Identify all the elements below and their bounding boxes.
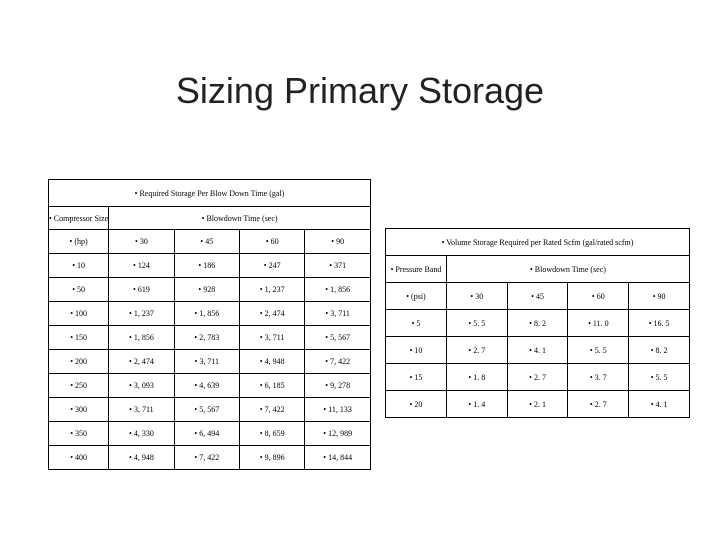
table-row xyxy=(386,310,690,337)
table-cell: • 5 xyxy=(386,310,447,337)
table-header-cell: • (hp) xyxy=(49,230,109,254)
table2-row-header: • Pressure Band xyxy=(386,256,447,283)
table-cell: • 124 xyxy=(109,254,174,278)
table-cell: • 3, 093 xyxy=(109,374,174,398)
storage-per-blowdown-table xyxy=(48,179,371,470)
table-cell: • 3, 711 xyxy=(109,398,174,422)
table-cell: • 928 xyxy=(174,278,239,302)
table-cell: • 11. 0 xyxy=(568,310,629,337)
table-cell: • 15 xyxy=(386,364,447,391)
table-header-cell: • (psi) xyxy=(386,283,447,310)
table-row xyxy=(386,337,690,364)
table-header-cell: • 30 xyxy=(446,283,507,310)
table-cell: • 5. 5 xyxy=(568,337,629,364)
table-row xyxy=(49,446,371,470)
table-cell: • 4, 330 xyxy=(109,422,174,446)
table-cell: • 2, 474 xyxy=(240,302,305,326)
table1-row-header: • Compressor Size xyxy=(49,207,109,230)
table-cell: • 3, 711 xyxy=(305,302,371,326)
table-cell: • 16. 5 xyxy=(629,310,690,337)
table-cell: • 3, 711 xyxy=(240,326,305,350)
table-cell: • 186 xyxy=(174,254,239,278)
table-row xyxy=(49,374,371,398)
table-cell: • 5, 567 xyxy=(174,398,239,422)
table-cell: • 4, 948 xyxy=(109,446,174,470)
table-cell: • 20 xyxy=(386,391,447,418)
table-row xyxy=(49,326,371,350)
table-cell: • 350 xyxy=(49,422,109,446)
table-cell: • 619 xyxy=(109,278,174,302)
table-cell: • 9, 278 xyxy=(305,374,371,398)
table-cell: • 100 xyxy=(49,302,109,326)
table-cell: • 6, 494 xyxy=(174,422,239,446)
table-cell: • 1, 237 xyxy=(109,302,174,326)
table-header-cell: • 90 xyxy=(629,283,690,310)
table-cell: • 8. 2 xyxy=(629,337,690,364)
table-cell: • 10 xyxy=(386,337,447,364)
table-row xyxy=(49,254,371,278)
table-cell: • 50 xyxy=(49,278,109,302)
table-cell: • 1, 237 xyxy=(240,278,305,302)
table-header-cell: • 60 xyxy=(568,283,629,310)
table-cell: • 14, 844 xyxy=(305,446,371,470)
table-cell: • 2. 7 xyxy=(446,337,507,364)
table1-group-header: • Blowdown Time (sec) xyxy=(109,207,371,230)
table-cell: • 7, 422 xyxy=(305,350,371,374)
table-row xyxy=(386,364,690,391)
table-cell: • 12, 989 xyxy=(305,422,371,446)
table-cell: • 200 xyxy=(49,350,109,374)
table-row xyxy=(49,302,371,326)
table-row xyxy=(49,278,371,302)
table-cell: • 4. 1 xyxy=(629,391,690,418)
table-cell: • 5, 567 xyxy=(305,326,371,350)
table-cell: • 150 xyxy=(49,326,109,350)
table-cell: • 1, 856 xyxy=(109,326,174,350)
table-cell: • 1, 856 xyxy=(174,302,239,326)
table-cell: • 11, 133 xyxy=(305,398,371,422)
table-cell: • 5. 5 xyxy=(629,364,690,391)
slide-title: Sizing Primary Storage xyxy=(175,70,545,111)
table-cell: • 5. 5 xyxy=(446,310,507,337)
table-header-cell: • 60 xyxy=(240,230,305,254)
table2-column-headers xyxy=(386,283,690,310)
table-cell: • 1, 856 xyxy=(305,278,371,302)
volume-storage-per-scfm-table xyxy=(385,228,690,418)
table-cell: • 7, 422 xyxy=(240,398,305,422)
table-cell: • 3, 711 xyxy=(174,350,239,374)
table-cell: • 8. 2 xyxy=(507,310,568,337)
table-header-cell: • 45 xyxy=(174,230,239,254)
table-cell: • 4, 948 xyxy=(240,350,305,374)
table1-caption: • Required Storage Per Blow Down Time (gal) xyxy=(49,180,371,207)
table-cell: • 2. 1 xyxy=(507,391,568,418)
table-cell: • 7, 422 xyxy=(174,446,239,470)
table2-group-header: • Blowdown Time (sec) xyxy=(446,256,689,283)
table-cell: • 4, 639 xyxy=(174,374,239,398)
table-cell: • 300 xyxy=(49,398,109,422)
table2-caption: • Volume Storage Required per Rated Scfm (gal/rated scfm) xyxy=(386,229,690,256)
table-cell: • 2. 7 xyxy=(568,391,629,418)
table-cell: • 1. 8 xyxy=(446,364,507,391)
table-header-cell: • 30 xyxy=(109,230,174,254)
table-header-cell: • 90 xyxy=(305,230,371,254)
table-cell: • 6, 185 xyxy=(240,374,305,398)
table-row xyxy=(49,350,371,374)
table-row xyxy=(49,398,371,422)
table-cell: • 1. 4 xyxy=(446,391,507,418)
table-cell: • 9, 896 xyxy=(240,446,305,470)
table-cell: • 4. 1 xyxy=(507,337,568,364)
table-row xyxy=(386,391,690,418)
table1-column-headers xyxy=(49,230,371,254)
table-cell: • 3. 7 xyxy=(568,364,629,391)
table-cell: • 10 xyxy=(49,254,109,278)
table-header-cell: • 45 xyxy=(507,283,568,310)
table-cell: • 250 xyxy=(49,374,109,398)
table-cell: • 2, 474 xyxy=(109,350,174,374)
table-cell: • 2. 7 xyxy=(507,364,568,391)
table-row xyxy=(49,422,371,446)
table-cell: • 400 xyxy=(49,446,109,470)
table-cell: • 8, 659 xyxy=(240,422,305,446)
table-cell: • 2, 783 xyxy=(174,326,239,350)
table-cell: • 371 xyxy=(305,254,371,278)
table-cell: • 247 xyxy=(240,254,305,278)
